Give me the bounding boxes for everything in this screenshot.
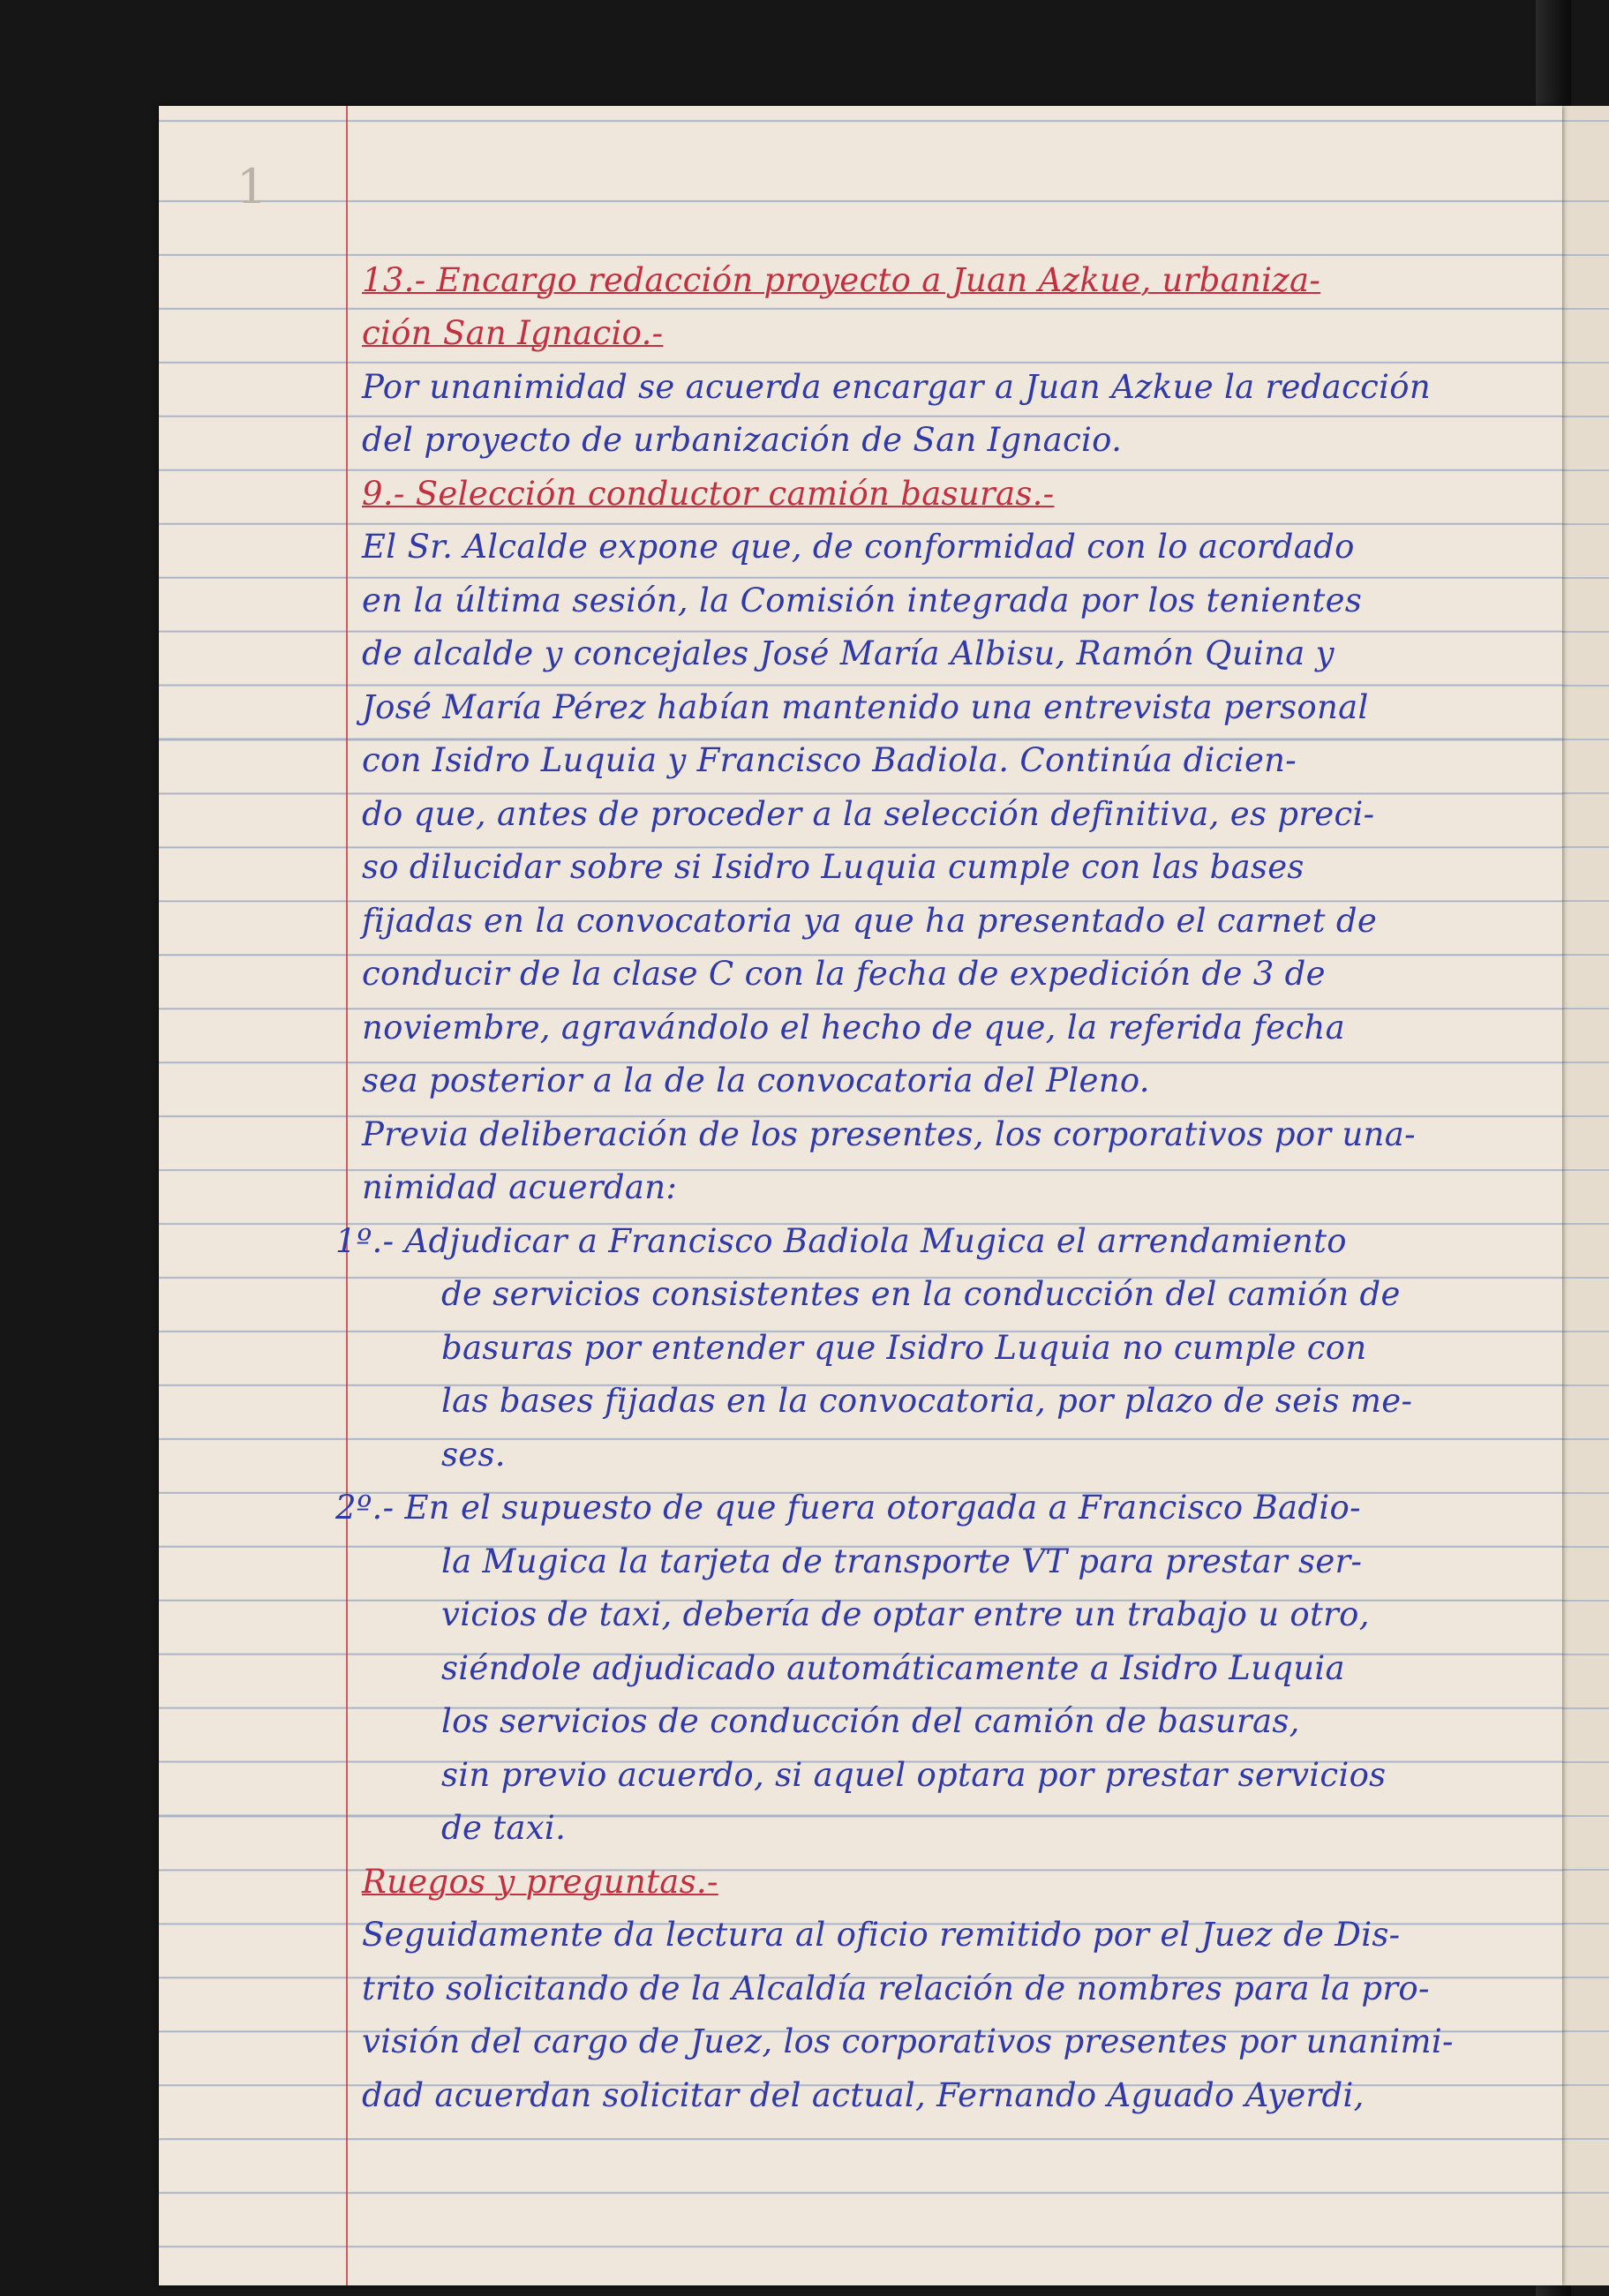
heading-item-9: 9.- Selección conductor camión basuras.-	[362, 475, 1055, 513]
text-line: basuras por entender que Isidro Luquia no cumple con	[441, 1329, 1367, 1367]
text-line: trito solicitando de la Alcaldía relación de nombres para la pro-	[362, 1970, 1430, 2007]
adjacent-page-edge	[1560, 106, 1609, 2285]
resolution-item-1: 1º.- Adjudicar a Francisco Badiola Mugica el arrendamiento	[335, 1222, 1347, 1260]
text-line: visión del cargo de Juez, los corporativos presentes por unanimi-	[362, 2022, 1454, 2060]
text-line: vicios de taxi, debería de optar entre un trabajo u otro,	[441, 1595, 1370, 1633]
resolution-item-2: 2º.- En el supuesto de que fuera otorgada a Francisco Badio-	[335, 1489, 1361, 1527]
text-line: siéndole adjudicado automáticamente a Isidro Luquia	[441, 1649, 1345, 1687]
text-line: do que, antes de proceder a la selección definitiva, es preci-	[362, 795, 1375, 833]
text-line: José María Pérez habían mantenido una entrevista personal	[362, 688, 1369, 726]
text-line: con Isidro Luquia y Francisco Badiola. Continúa dicien-	[362, 741, 1297, 779]
text-line: del proyecto de urbanización de San Ignacio.	[362, 421, 1123, 459]
text-line: Por unanimidad se acuerda encargar a Juan Azkue la redacción	[362, 368, 1431, 406]
text-line: la Mugica la tarjeta de transporte VT para prestar ser-	[441, 1542, 1363, 1580]
text-line: ses.	[441, 1436, 506, 1474]
text-line: los servicios de conducción del camión de basuras,	[441, 1702, 1300, 1740]
text-line: dad acuerdan solicitar del actual, Fernando Aguado Ayerdi,	[362, 2076, 1365, 2114]
heading-ruegos-preguntas: Ruegos y preguntas.-	[362, 1863, 718, 1901]
text-line: Previa deliberación de los presentes, los corporativos por una-	[362, 1115, 1416, 1153]
notebook-page	[159, 106, 1562, 2285]
text-line: Seguidamente da lectura al oficio remitido por el Juez de Dis-	[362, 1916, 1401, 1954]
text-line: El Sr. Alcalde expone que, de conformidad con lo acordado	[362, 528, 1355, 566]
text-line: en la última sesión, la Comisión integrada por los tenientes	[362, 582, 1363, 619]
text-line: sea posterior a la de la convocatoria del Pleno.	[362, 1062, 1150, 1099]
text-line: de alcalde y concejales José María Albisu, Ramón Quina y	[362, 634, 1335, 672]
text-line: sin previo acuerdo, si aquel optara por prestar servicios	[441, 1756, 1387, 1794]
text-line: nimidad acuerdan:	[362, 1168, 678, 1206]
text-line: so dilucidar sobre si Isidro Luquia cumple con las bases	[362, 848, 1304, 886]
text-line: fijadas en la convocatoria ya que ha presentado el carnet de	[362, 902, 1378, 940]
text-line: conducir de la clase C con la fecha de expedición de 3 de	[362, 955, 1326, 993]
page-number: 1	[237, 159, 267, 214]
heading-item-13-line-1: 13.- Encargo redacción proyecto a Juan Azkue, urbaniza-	[362, 261, 1321, 299]
red-margin-line	[346, 106, 348, 2285]
text-line: las bases fijadas en la convocatoria, por plazo de seis me-	[441, 1382, 1413, 1420]
text-line: de taxi.	[441, 1809, 567, 1847]
heading-item-13-line-2: ción San Ignacio.-	[362, 314, 664, 352]
text-line: noviembre, agravándolo el hecho de que, la referida fecha	[362, 1009, 1345, 1047]
text-line: de servicios consistentes en la conducción del camión de	[441, 1275, 1401, 1313]
